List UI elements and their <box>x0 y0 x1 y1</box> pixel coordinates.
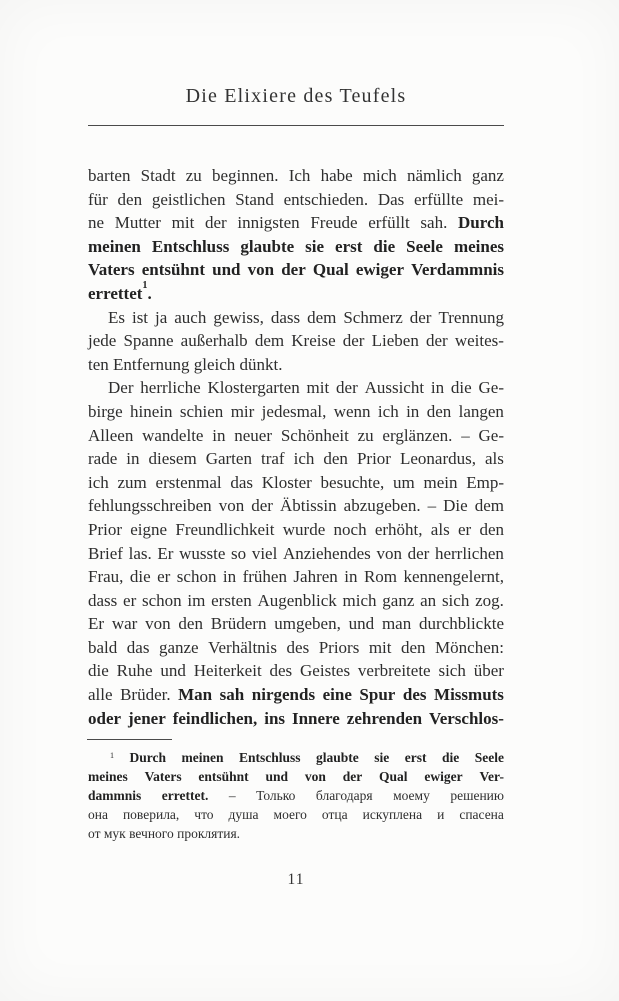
text-segment: – <box>228 788 236 803</box>
text-segment: Garten <box>205 449 252 469</box>
text-segment: erfüllt <box>368 213 410 233</box>
text-segment: wurde <box>282 519 326 539</box>
text-segment: außerhalb <box>180 331 248 351</box>
text-segment: Ge- <box>478 425 504 445</box>
text-segment: von <box>376 543 402 563</box>
text-line <box>88 376 504 400</box>
text-segment: als <box>430 519 450 539</box>
text-segment: Stadt <box>140 166 176 185</box>
text-segment: die <box>373 236 396 256</box>
text-segment: schon <box>142 590 182 610</box>
text-segment: zu <box>185 166 202 185</box>
text-segment: man <box>381 614 412 634</box>
text-segment: in <box>344 567 358 587</box>
text-segment: und <box>348 614 375 634</box>
text-segment: Aussicht <box>364 378 425 398</box>
text-segment: erst <box>404 750 427 765</box>
title-rule-divider <box>88 125 504 126</box>
text-segment: von <box>145 614 171 634</box>
text-segment: . <box>147 283 152 303</box>
text-segment: Verschlos- <box>428 708 504 728</box>
text-segment: Es <box>108 307 125 327</box>
text-segment: Seele <box>474 750 504 765</box>
text-segment: моему <box>393 788 430 803</box>
text-segment: zog. <box>475 590 504 610</box>
text-segment: Kloster <box>261 472 312 492</box>
text-segment: dem <box>307 307 337 327</box>
text-segment: und <box>265 769 289 784</box>
text-segment: ne <box>88 213 105 233</box>
text-segment: in <box>212 425 226 445</box>
text-segment: barten <box>88 166 131 185</box>
text-segment: mich <box>342 590 377 610</box>
text-segment: von <box>218 496 245 516</box>
text-segment: Leonardus, <box>399 449 476 469</box>
text-segment: beginnen. <box>211 166 279 185</box>
text-line <box>88 424 504 448</box>
text-segment: Rom <box>363 567 397 587</box>
text-segment: alle <box>88 685 113 705</box>
text-segment: Durch <box>458 213 504 233</box>
text-segment: meines <box>88 769 128 784</box>
text-segment: birge <box>88 401 123 421</box>
text-segment: zum <box>117 472 147 492</box>
text-segment: jede <box>88 331 117 351</box>
text-line <box>88 589 504 613</box>
text-segment: um <box>393 472 415 492</box>
text-segment: wenn <box>333 401 371 421</box>
text-segment: Klostergarten <box>207 378 300 398</box>
text-segment: verbreitete <box>357 661 431 681</box>
text-line <box>88 494 504 518</box>
text-segment: des <box>402 685 427 705</box>
text-segment: glaubte <box>240 236 295 256</box>
text-line <box>88 707 504 731</box>
text-segment: besuchte, <box>320 472 385 492</box>
page-title: Die Elixiere des Teufels <box>185 85 407 107</box>
text-segment: искуплена <box>362 807 423 822</box>
text-segment: für <box>88 189 108 209</box>
text-segment: Trennung <box>438 307 504 327</box>
text-segment: der <box>342 769 363 784</box>
text-segment: erst <box>335 236 363 256</box>
text-line <box>88 471 504 495</box>
text-segment: jedesmal, <box>261 401 327 421</box>
text-segment: sich <box>441 590 470 610</box>
text-segment: спасена <box>459 807 504 822</box>
text-segment: она <box>88 807 108 822</box>
text-segment: meinen <box>88 236 141 256</box>
text-segment: Die <box>443 496 468 516</box>
text-segment: der <box>204 213 227 233</box>
text-segment: den <box>178 614 203 634</box>
text-segment: wandelte <box>142 425 204 445</box>
text-segment: feindlichen, <box>172 708 258 728</box>
text-segment: ja <box>155 307 168 327</box>
text-segment: der <box>251 496 273 516</box>
text-segment: jener <box>128 708 166 728</box>
text-segment: nämlich <box>406 166 462 185</box>
text-segment: Priors <box>318 637 360 657</box>
text-segment: Только <box>256 788 296 803</box>
text-segment: Anziehendes <box>282 543 371 563</box>
text-segment: kennengelernt, <box>403 567 504 587</box>
text-segment: Geistes <box>300 661 351 681</box>
text-segment: – <box>461 425 470 445</box>
text-segment: ganze <box>158 637 199 657</box>
text-segment: über <box>473 661 504 681</box>
text-segment: erhöht, <box>374 519 423 539</box>
text-segment: der <box>407 543 430 563</box>
text-segment: er <box>157 567 171 587</box>
text-segment: решению <box>450 788 504 803</box>
text-segment: ich <box>377 401 399 421</box>
text-line <box>88 659 504 683</box>
text-segment: ewiger <box>424 769 463 784</box>
text-line <box>88 188 504 212</box>
footnote-rule-divider <box>87 739 172 740</box>
text-segment: fehlungsschreiben <box>88 496 212 516</box>
page-number: 11 <box>287 871 305 888</box>
text-segment: Missmuts <box>434 685 504 705</box>
text-segment: den <box>426 401 452 421</box>
text-segment: langen <box>458 401 504 421</box>
text-segment: dem <box>474 496 504 516</box>
text-segment: bald <box>88 637 118 657</box>
text-segment: ganz <box>382 590 415 610</box>
text-segment: und <box>212 260 241 280</box>
text-segment: errettet <box>88 283 143 303</box>
text-segment: Spur <box>359 685 396 705</box>
text-segment: Ruhe <box>116 661 153 681</box>
text-segment: Freude <box>310 213 358 233</box>
text-segment: Innere <box>291 708 340 728</box>
text-segment: den <box>323 449 348 469</box>
text-segment: dass <box>270 307 301 327</box>
text-segment: sie <box>374 750 390 765</box>
text-segment: glaubte <box>316 750 359 765</box>
text-line <box>88 279 504 306</box>
text-segment: Spanne <box>123 331 174 351</box>
text-segment: gewiss, <box>213 307 264 327</box>
text-segment: dem <box>254 331 285 351</box>
text-segment: Entschluss <box>239 750 301 765</box>
text-segment: zu <box>357 425 374 445</box>
text-segment: den <box>117 189 143 209</box>
text-segment: Durch <box>129 750 167 765</box>
text-segment: отца <box>321 807 348 822</box>
text-segment: Mutter <box>114 213 161 233</box>
text-line <box>88 329 504 353</box>
text-segment: hinein <box>130 401 173 421</box>
text-segment: in <box>222 567 237 587</box>
text-line <box>88 400 504 424</box>
text-line <box>88 824 504 843</box>
text-segment: die <box>88 661 109 681</box>
text-segment: благодаря <box>315 788 373 803</box>
text-segment: wusste <box>179 543 226 563</box>
text-segment: sah. <box>420 213 448 233</box>
text-segment: Prior <box>356 449 391 469</box>
text-segment: ist <box>131 307 149 327</box>
text-segment: der <box>281 260 306 280</box>
text-segment: das <box>230 472 254 492</box>
text-line <box>88 565 504 589</box>
text-segment: umgeben, <box>274 614 341 634</box>
paragraph <box>88 306 504 377</box>
text-segment: – <box>427 496 437 516</box>
text-segment: Er <box>157 543 174 563</box>
text-segment: eine <box>322 685 352 705</box>
text-segment: ich <box>293 449 315 469</box>
text-segment: der <box>425 331 448 351</box>
text-line <box>88 258 504 282</box>
text-segment: Der <box>108 378 134 398</box>
text-line <box>88 767 504 786</box>
text-segment: in <box>126 449 140 469</box>
text-segment: den <box>479 519 504 539</box>
text-segment: auch <box>174 307 207 327</box>
text-line <box>88 786 504 805</box>
text-segment: so <box>231 543 247 563</box>
text-segment: schon <box>176 567 217 587</box>
text-segment: meines <box>453 236 504 256</box>
text-segment: innigsten <box>237 213 300 233</box>
text-line <box>88 636 504 660</box>
text-segment: noch <box>333 519 367 539</box>
text-segment: mit <box>171 213 195 233</box>
text-segment: Qual <box>379 769 408 784</box>
text-segment: Ge- <box>478 378 504 398</box>
text-segment: herrliche <box>140 378 201 398</box>
text-segment: entschieden. <box>283 189 369 209</box>
text-segment: Brüdern <box>210 614 267 634</box>
text-segment: Verdammnis <box>411 260 504 280</box>
text-segment: Alleen <box>88 425 134 445</box>
text-segment: des <box>286 637 310 657</box>
text-segment: der <box>409 307 432 327</box>
text-segment: das <box>126 637 150 657</box>
text-segment: herrlichen <box>434 543 504 563</box>
text-segment: Jahren <box>293 567 338 587</box>
text-line <box>88 211 504 235</box>
text-segment: abzugeben. <box>343 496 421 516</box>
text-segment: Kreise <box>291 331 336 351</box>
text-segment: Vaters <box>144 769 182 784</box>
text-segment: nirgends <box>251 685 316 705</box>
text-segment: schien <box>179 401 224 421</box>
text-segment: frühen <box>242 567 287 587</box>
text-segment: ersten <box>211 590 252 610</box>
text-segment: weites- <box>454 331 504 351</box>
text-segment: von <box>247 260 275 280</box>
text-segment: Stand <box>235 189 274 209</box>
text-segment: от мук вечного проклятия. <box>88 826 241 841</box>
text-segment: Vaters <box>88 260 135 280</box>
text-segment: zehrenden <box>346 708 423 728</box>
text-line <box>88 612 504 636</box>
text-segment: oder <box>88 708 122 728</box>
text-segment: er <box>457 519 472 539</box>
text-segment: моего <box>273 807 307 822</box>
text-segment: Brüder. <box>120 685 171 705</box>
text-segment: meinen <box>181 750 224 765</box>
text-segment: Freundlichkeit <box>175 519 275 539</box>
text-segment: entsühnt <box>198 769 249 784</box>
text-segment: als <box>485 449 504 469</box>
text-line <box>88 542 504 566</box>
text-segment: der <box>336 378 358 398</box>
text-segment: Entschluss <box>151 236 230 256</box>
paragraph <box>88 164 504 306</box>
text-segment: mir <box>230 401 255 421</box>
text-segment: Emp- <box>466 472 504 492</box>
text-segment: Man <box>178 685 213 705</box>
text-segment: Mönchen: <box>435 637 504 657</box>
text-segment: habe <box>320 166 353 185</box>
text-segment: dammnis <box>88 788 142 803</box>
text-segment: Brief <box>88 543 123 563</box>
text-segment: entsühnt <box>141 260 206 280</box>
text-segment: ich <box>88 472 109 492</box>
text-segment: war <box>111 614 138 634</box>
text-segment: rade <box>88 449 118 469</box>
text-segment: Frau, <box>88 567 124 587</box>
text-segment: ewiger <box>355 260 404 280</box>
footnote-marker: 1 <box>142 279 148 291</box>
text-line <box>88 164 504 188</box>
text-segment: und <box>160 661 186 681</box>
text-segment: ins <box>264 708 286 728</box>
text-segment: mit <box>306 378 330 398</box>
text-segment: traf <box>260 449 285 469</box>
text-segment: viel <box>251 543 278 563</box>
text-segment: erfüllte <box>414 189 464 209</box>
footnote <box>88 748 504 843</box>
text-segment: ganz <box>471 166 504 185</box>
text-segment: поверила, <box>122 807 180 822</box>
text-segment: Seele <box>406 236 443 256</box>
text-segment: die <box>441 750 460 765</box>
text-segment: mei- <box>472 189 504 209</box>
text-segment: erglänzen. <box>382 425 453 445</box>
text-line <box>88 683 504 707</box>
text-segment: geistlichen <box>151 189 226 209</box>
text-segment: mein <box>423 472 458 492</box>
text-segment: die <box>450 378 472 398</box>
text-segment: durchblickte <box>419 614 504 634</box>
text-segment: sich <box>438 661 466 681</box>
text-segment: im <box>187 590 206 610</box>
text-segment: er <box>123 590 137 610</box>
text-line <box>88 805 504 824</box>
text-segment: Äbtissin <box>279 496 337 516</box>
text-segment: dass <box>88 590 118 610</box>
text-segment: sie <box>305 236 325 256</box>
text-segment: neuer <box>234 425 273 445</box>
text-segment: sah <box>219 685 245 705</box>
text-line <box>88 306 504 330</box>
text-segment: des <box>269 661 293 681</box>
text-segment: Das <box>377 189 405 209</box>
text-segment: mit <box>368 637 392 657</box>
text-segment: erstenmal <box>155 472 222 492</box>
text-line: $^1$ Durch meinen Entschluss glaubte sie erst die Seele <box>110 750 504 765</box>
body-text <box>88 164 504 730</box>
text-segment: и <box>437 807 445 822</box>
text-segment: Schönheit <box>280 425 349 445</box>
text-segment: Schmerz <box>343 307 403 327</box>
text-segment: Qual <box>312 260 349 280</box>
paragraph <box>88 376 504 730</box>
text-segment: душа <box>228 807 259 822</box>
text-segment: Heiterkeit <box>193 661 262 681</box>
text-segment: ten Entfernung gleich dünkt. <box>88 354 283 374</box>
text-segment: den <box>401 637 426 657</box>
text-segment: Er <box>88 614 105 634</box>
text-segment: von <box>304 769 326 784</box>
text-segment: Augenblick <box>257 590 337 610</box>
text-segment: in <box>430 378 445 398</box>
text-segment: Ver- <box>479 769 504 784</box>
text-line <box>88 518 504 542</box>
text-line <box>88 235 504 259</box>
text-segment: eigne <box>130 519 168 539</box>
text-segment: an <box>420 590 437 610</box>
text-segment: Lieben <box>371 331 419 351</box>
text-segment: las. <box>128 543 152 563</box>
text-segment: mich <box>362 166 397 185</box>
text-segment: Prior <box>88 519 122 539</box>
text-line <box>88 353 504 377</box>
text-segment: Ich <box>288 166 311 185</box>
text-segment: die <box>129 567 151 587</box>
text-segment: errettet. <box>161 788 209 803</box>
text-segment: der <box>342 331 365 351</box>
text-segment: Verhältnis <box>208 637 278 657</box>
text-segment: что <box>194 807 214 822</box>
text-line <box>88 447 504 471</box>
text-segment: diesem <box>148 449 197 469</box>
text-segment: in <box>406 401 420 421</box>
